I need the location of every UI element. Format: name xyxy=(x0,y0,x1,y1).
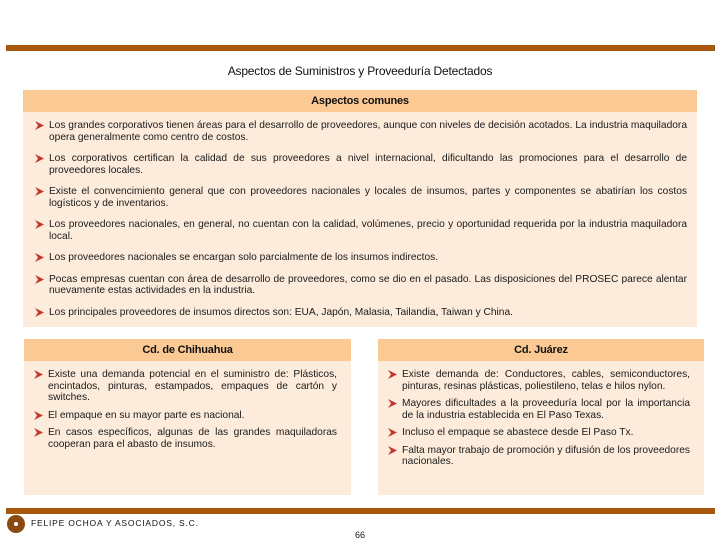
bullet-item xyxy=(35,153,687,176)
arrowhead-right-icon xyxy=(388,428,397,437)
bullet-item xyxy=(34,369,337,404)
arrowhead-right-icon xyxy=(34,428,43,437)
bullet-text: El empaque en su mayor parte es nacional. xyxy=(48,409,245,421)
bullet-item xyxy=(35,186,687,209)
common-aspects-header xyxy=(23,90,697,112)
arrowhead-right-icon xyxy=(388,446,397,455)
arrowhead-right-icon xyxy=(35,121,44,130)
bullet-text: Pocas empresas cuentan con área de desarrollo de proveedores, como se dio en el pasado. Las disposiciones del PROSEC parece alentar nuevamente estas actividades en la industria. xyxy=(49,273,687,296)
chihuahua-list xyxy=(24,361,351,450)
arrowhead-right-icon xyxy=(34,411,43,420)
bullet-item xyxy=(388,445,690,468)
juarez-list xyxy=(378,361,704,468)
top-accent-bar xyxy=(6,45,715,51)
bullet-item xyxy=(34,427,337,450)
bullet-text: Existe una demanda potencial en el suministro de: Plásticos, encintados, pinturas, estampados, empaques de cartón y switches. xyxy=(48,369,337,403)
bullet-text: Existe el convencimiento general que con proveedores nacionales y locales de insumos, partes y componentes se abatirían los costos logísticos y de inventarios. xyxy=(49,186,687,209)
bullet-item xyxy=(35,219,687,242)
arrowhead-right-icon xyxy=(388,370,397,379)
common-aspects-list xyxy=(23,112,697,318)
bullet-text: Los principales proveedores de insumos directos son: EUA, Japón, Malasia, Tailandia, Taiwan y China. xyxy=(49,306,513,318)
bullet-item xyxy=(35,252,687,264)
bullet-text: Incluso el empaque se abastece desde El Paso Tx. xyxy=(402,427,634,438)
bullet-item xyxy=(388,398,690,421)
bullet-item xyxy=(35,307,687,319)
bullet-item xyxy=(388,369,690,392)
bottom-accent-bar xyxy=(6,508,715,514)
arrowhead-right-icon xyxy=(35,154,44,163)
arrowhead-right-icon xyxy=(35,187,44,196)
common-aspects-panel xyxy=(23,90,697,327)
bullet-text: Los proveedores nacionales, en general, no cuentan con la calidad, volúmenes, precio y oportunidad requerida por la industria maquiladora local. xyxy=(49,219,687,242)
arrowhead-right-icon xyxy=(34,370,43,379)
bullet-text: Los corporativos certifican la calidad de sus proveedores a nivel internacional, dificultando las promociones para el desarrollo de proveedores locales. xyxy=(49,153,687,176)
bullet-text: Existe demanda de: Conductores, cables, semiconductores, pinturas, resinas plásticas, poliestileno, telas e hilos nylon. xyxy=(402,369,690,392)
bullet-item xyxy=(34,410,337,422)
page-number: 66 xyxy=(355,530,366,540)
slide-title: Aspectos de Suministros y Proveeduría Detectados xyxy=(227,64,493,78)
arrowhead-right-icon xyxy=(35,253,44,262)
arrowhead-right-icon xyxy=(35,308,44,317)
chihuahua-header: Cd. de Chihuahua xyxy=(24,339,351,361)
company-logo-icon xyxy=(7,515,25,533)
bullet-text: Falta mayor trabajo de promoción y difusión de los proveedores nacionales. xyxy=(402,444,690,467)
arrowhead-right-icon xyxy=(35,275,44,284)
bullet-text: En casos específicos, algunas de las grandes maquiladoras cooperan para el abasto de insumos. xyxy=(48,427,337,450)
arrowhead-right-icon xyxy=(388,399,397,408)
bullet-item xyxy=(35,120,687,143)
bullet-text: Los proveedores nacionales se encargan solo parcialmente de los insumos indirectos. xyxy=(49,252,439,263)
arrowhead-right-icon xyxy=(35,220,44,229)
footer-company-name: FELIPE OCHOA Y ASOCIADOS, S.C. xyxy=(31,518,199,528)
chihuahua-panel xyxy=(24,339,351,495)
bullet-text: Los grandes corporativos tienen áreas para el desarrollo de proveedores, aunque con niveles de decisión acotados. La industria maquiladora opera generalmente como centro de costos. xyxy=(49,120,687,143)
juarez-panel xyxy=(378,339,704,495)
bullet-item xyxy=(388,427,690,439)
bullet-text: Mayores dificultades a la proveeduría local por la importancia de la industria establecida en El Paso Texas. xyxy=(402,398,690,421)
juarez-header: Cd. Juárez xyxy=(378,339,704,361)
common-aspects-heading: Aspectos comunes xyxy=(311,95,409,107)
bullet-item xyxy=(35,274,687,297)
